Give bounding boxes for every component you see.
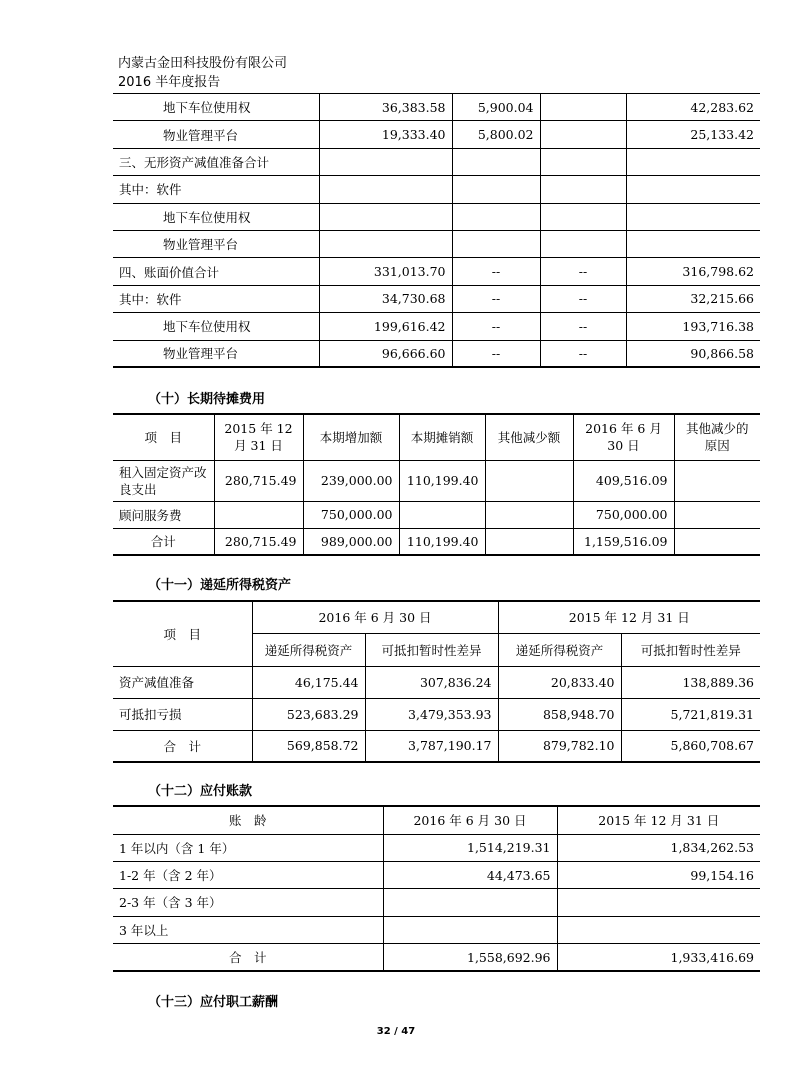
- cell: [674, 501, 760, 528]
- header-period-2015: 2015 年 12 月 31 日: [498, 601, 760, 633]
- table-row: [113, 834, 760, 861]
- row-label: 1-2 年（含 2 年）: [113, 861, 383, 888]
- cell: 1,933,416.69: [557, 944, 760, 971]
- row-label: 可抵扣亏损: [113, 698, 252, 730]
- row-label: 合 计: [113, 944, 383, 971]
- table-row: [113, 460, 760, 501]
- subheader: 可抵扣暂时性差异: [621, 633, 760, 666]
- cell: [319, 230, 452, 257]
- cell: [540, 94, 626, 121]
- cell: 110,199.40: [399, 460, 485, 501]
- column-header: 2015 年 12 月 31 日: [557, 806, 760, 834]
- cell: 20,833.40: [498, 666, 621, 698]
- table-row: [113, 285, 760, 312]
- cell: [485, 501, 573, 528]
- row-label: 物业管理平台: [113, 340, 319, 367]
- header-period-2016: 2016 年 6 月 30 日: [252, 601, 498, 633]
- intangible-assets-table: [113, 93, 760, 368]
- cell: 523,683.29: [252, 698, 365, 730]
- accounts-payable-table: [113, 805, 760, 972]
- cell: --: [540, 285, 626, 312]
- cell: [485, 528, 573, 555]
- company-name: 内蒙古金田科技股份有限公司: [118, 56, 288, 71]
- cell: [626, 203, 760, 230]
- deferred-tax-assets-table: [113, 600, 760, 763]
- cell: 44,473.65: [383, 861, 557, 888]
- cell: [540, 148, 626, 175]
- table-row: [113, 94, 760, 121]
- table-row: [113, 501, 760, 528]
- table-row: [113, 916, 760, 943]
- header-2015-12-31: 2015 年 12 月 31 日: [214, 414, 303, 460]
- long-term-prepaid-table: [113, 413, 760, 556]
- document-header: [118, 54, 287, 92]
- cell: 5,860,708.67: [621, 730, 760, 762]
- row-label: 租入固定资产改良支出: [113, 460, 214, 501]
- cell: --: [452, 285, 540, 312]
- cell: 90,866.58: [626, 340, 760, 367]
- cell: 19,333.40: [319, 121, 452, 148]
- cell: [319, 148, 452, 175]
- header-2016-06-30: 2016 年 6 月 30 日: [573, 414, 674, 460]
- cell: [319, 203, 452, 230]
- column-header: 账 龄: [113, 806, 383, 834]
- cell: [452, 230, 540, 257]
- row-label: 四、账面价值合计: [113, 258, 319, 285]
- header-other-decrease: 其他减少额: [485, 414, 573, 460]
- cell: --: [540, 258, 626, 285]
- header-item: 项 目: [113, 414, 214, 460]
- page-number: 32 / 47: [376, 1026, 416, 1037]
- cell: 858,948.70: [498, 698, 621, 730]
- cell: 5,721,819.31: [621, 698, 760, 730]
- cell: 99,154.16: [557, 861, 760, 888]
- table-row: [113, 148, 760, 175]
- cell: [540, 230, 626, 257]
- row-label: 合 计: [113, 730, 252, 762]
- cell: 569,858.72: [252, 730, 365, 762]
- cell: 46,175.44: [252, 666, 365, 698]
- cell: [383, 916, 557, 943]
- header-decrease-reason: 其他减少的原因: [674, 414, 760, 460]
- subheader: 递延所得税资产: [252, 633, 365, 666]
- cell: [674, 528, 760, 555]
- cell: 110,199.40: [399, 528, 485, 555]
- total-row: [113, 944, 760, 971]
- cell: [540, 121, 626, 148]
- total-row: [113, 528, 760, 555]
- cell: 1,159,516.09: [573, 528, 674, 555]
- row-label: 合计: [113, 528, 214, 555]
- cell: [452, 148, 540, 175]
- cell: [540, 203, 626, 230]
- header-amortization: 本期摊销额: [399, 414, 485, 460]
- cell: 42,283.62: [626, 94, 760, 121]
- table-row: [113, 176, 760, 203]
- table-row: [113, 313, 760, 340]
- cell: --: [452, 258, 540, 285]
- cell: 1,514,219.31: [383, 834, 557, 861]
- row-label: 物业管理平台: [113, 230, 319, 257]
- cell: [557, 916, 760, 943]
- table-row: [113, 666, 760, 698]
- cell: [557, 889, 760, 916]
- row-label: 3 年以上: [113, 916, 383, 943]
- row-label: 资产减值准备: [113, 666, 252, 698]
- cell: 409,516.09: [573, 460, 674, 501]
- cell: 316,798.62: [626, 258, 760, 285]
- cell: 331,013.70: [319, 258, 452, 285]
- cell: --: [452, 340, 540, 367]
- table-row: [113, 258, 760, 285]
- cell: 138,889.36: [621, 666, 760, 698]
- table-row: [113, 121, 760, 148]
- header-item: 项 目: [113, 601, 252, 666]
- cell: 96,666.60: [319, 340, 452, 367]
- table-row: [113, 230, 760, 257]
- total-row: [113, 730, 760, 762]
- cell: [626, 148, 760, 175]
- cell: 3,787,190.17: [365, 730, 498, 762]
- cell: 32,215.66: [626, 285, 760, 312]
- cell: [214, 501, 303, 528]
- section-12-title: （十二）应付账款: [148, 784, 253, 799]
- row-label: 1 年以内（含 1 年）: [113, 834, 383, 861]
- cell: [540, 176, 626, 203]
- cell: 307,836.24: [365, 666, 498, 698]
- cell: 239,000.00: [303, 460, 399, 501]
- cell: 280,715.49: [214, 460, 303, 501]
- table-row: [113, 861, 760, 888]
- column-header: 2016 年 6 月 30 日: [383, 806, 557, 834]
- row-label: 物业管理平台: [113, 121, 319, 148]
- cell: [626, 176, 760, 203]
- cell: 280,715.49: [214, 528, 303, 555]
- cell: [399, 501, 485, 528]
- cell: --: [540, 340, 626, 367]
- cell: 750,000.00: [573, 501, 674, 528]
- subheader: 递延所得税资产: [498, 633, 621, 666]
- cell: 34,730.68: [319, 285, 452, 312]
- cell: 1,834,262.53: [557, 834, 760, 861]
- cell: 25,133.42: [626, 121, 760, 148]
- cell: 36,383.58: [319, 94, 452, 121]
- table-row: [113, 889, 760, 916]
- cell: 199,616.42: [319, 313, 452, 340]
- cell: 879,782.10: [498, 730, 621, 762]
- cell: [319, 176, 452, 203]
- row-label: 地下车位使用权: [113, 94, 319, 121]
- row-label: 三、无形资产减值准备合计: [113, 148, 319, 175]
- report-title: 2016 半年度报告: [118, 75, 221, 90]
- cell: 1,558,692.96: [383, 944, 557, 971]
- table-row: [113, 203, 760, 230]
- row-label: 地下车位使用权: [113, 313, 319, 340]
- cell: [674, 460, 760, 501]
- row-label: 其中：软件: [113, 176, 319, 203]
- cell: 3,479,353.93: [365, 698, 498, 730]
- cell: [452, 203, 540, 230]
- cell: [383, 889, 557, 916]
- section-13-title: （十三）应付职工薪酬: [148, 995, 279, 1010]
- cell: 5,900.04: [452, 94, 540, 121]
- row-label: 其中：软件: [113, 285, 319, 312]
- cell: [452, 176, 540, 203]
- table-row: [113, 340, 760, 367]
- row-label: 顾问服务费: [113, 501, 214, 528]
- cell: --: [452, 313, 540, 340]
- cell: 5,800.02: [452, 121, 540, 148]
- row-label: 2-3 年（含 3 年）: [113, 889, 383, 916]
- cell: 989,000.00: [303, 528, 399, 555]
- cell: --: [540, 313, 626, 340]
- cell: [626, 230, 760, 257]
- row-label: 地下车位使用权: [113, 203, 319, 230]
- table-row: [113, 698, 760, 730]
- cell: 750,000.00: [303, 501, 399, 528]
- cell: 193,716.38: [626, 313, 760, 340]
- header-increase: 本期增加额: [303, 414, 399, 460]
- section-11-title: （十一）递延所得税资产: [148, 578, 292, 593]
- section-10-title: （十）长期待摊费用: [148, 392, 266, 407]
- subheader: 可抵扣暂时性差异: [365, 633, 498, 666]
- cell: [485, 460, 573, 501]
